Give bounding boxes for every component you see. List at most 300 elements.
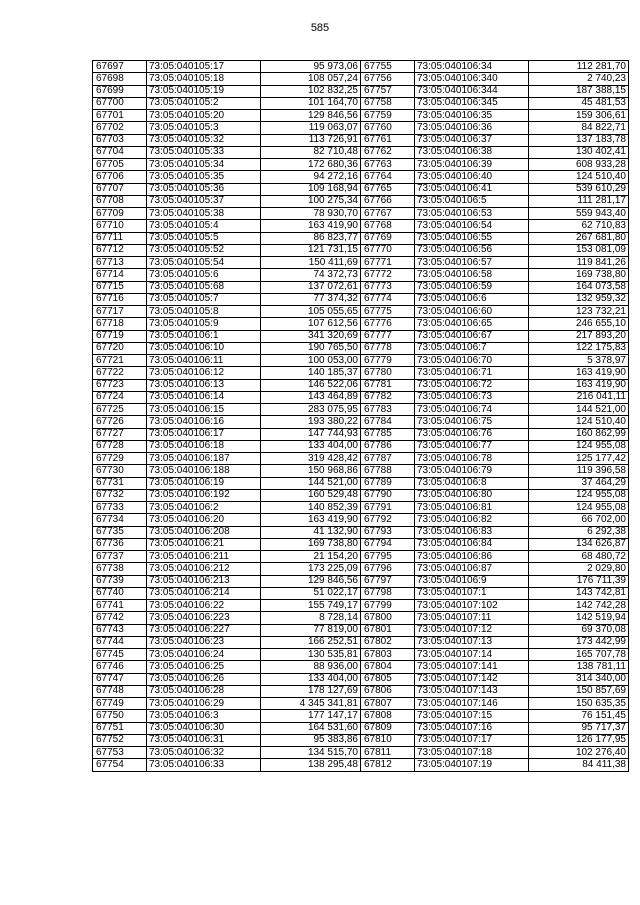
- table-row: [93, 208, 361, 220]
- cadastral-number: 73:05:040106:14: [147, 391, 261, 403]
- row-number: 67786: [361, 440, 415, 452]
- table-row: [93, 220, 361, 232]
- row-number: 67784: [361, 416, 415, 428]
- row-number: 67792: [361, 514, 415, 526]
- cadastral-value: 133 404,00: [261, 673, 361, 685]
- cadastral-number: 73:05:040107:13: [415, 636, 529, 648]
- cadastral-value: 134 626,87: [529, 538, 629, 550]
- cadastral-value: 150 968,86: [261, 465, 361, 477]
- table-row: [361, 367, 629, 379]
- cadastral-number: 73:05:040105:3: [147, 122, 261, 134]
- row-number: 67811: [361, 747, 415, 759]
- cadastral-number: 73:05:040105:36: [147, 183, 261, 195]
- cadastral-value: 95 717,37: [529, 722, 629, 734]
- row-number: 67729: [93, 453, 147, 465]
- row-number: 67770: [361, 244, 415, 256]
- table-row: [93, 477, 361, 489]
- cadastral-value: 86 823,77: [261, 232, 361, 244]
- table-row: [93, 244, 361, 256]
- cadastral-number: 73:05:040107:18: [415, 747, 529, 759]
- cadastral-number: 73:05:040106:211: [147, 551, 261, 563]
- cadastral-number: 73:05:040106:208: [147, 526, 261, 538]
- cadastral-value: 62 710,83: [529, 220, 629, 232]
- table-row: [361, 379, 629, 391]
- cadastral-number: 73:05:040106:5: [415, 195, 529, 207]
- cadastral-value: 164 531,60: [261, 722, 361, 734]
- cadastral-number: 73:05:040107:146: [415, 698, 529, 710]
- cadastral-value: 107 612,56: [261, 318, 361, 330]
- cadastral-value: 283 075,95: [261, 404, 361, 416]
- table-row: [93, 330, 361, 342]
- table-row: [93, 269, 361, 281]
- cadastral-number: 73:05:040106:340: [415, 73, 529, 85]
- row-number: 67782: [361, 391, 415, 403]
- row-number: 67763: [361, 159, 415, 171]
- cadastral-value: 111 281,17: [529, 195, 629, 207]
- cadastral-value: 140 185,37: [261, 367, 361, 379]
- cadastral-value: 144 521,00: [261, 477, 361, 489]
- registry-table-left: [92, 60, 361, 772]
- row-number: 67705: [93, 159, 147, 171]
- cadastral-value: 144 521,00: [529, 404, 629, 416]
- cadastral-number: 73:05:040105:19: [147, 85, 261, 97]
- cadastral-number: 73:05:040106:188: [147, 465, 261, 477]
- table-row: [361, 514, 629, 526]
- cadastral-value: 134 515,70: [261, 747, 361, 759]
- table-row: [361, 342, 629, 354]
- cadastral-number: 73:05:040106:86: [415, 551, 529, 563]
- cadastral-number: 73:05:040106:3: [147, 710, 261, 722]
- row-number: 67808: [361, 710, 415, 722]
- cadastral-value: 216 041,11: [529, 391, 629, 403]
- cadastral-value: 140 852,39: [261, 502, 361, 514]
- cadastral-value: 165 707,78: [529, 649, 629, 661]
- cadastral-value: 163 419,90: [529, 367, 629, 379]
- cadastral-value: 124 955,08: [529, 440, 629, 452]
- table-row: [93, 453, 361, 465]
- table-row: [93, 183, 361, 195]
- cadastral-number: 73:05:040107:19: [415, 759, 529, 771]
- cadastral-number: 73:05:040105:17: [147, 61, 261, 73]
- row-number: 67703: [93, 134, 147, 146]
- table-row: [361, 195, 629, 207]
- cadastral-number: 73:05:040106:17: [147, 428, 261, 440]
- table-row: [93, 73, 361, 85]
- cadastral-value: 105 055,65: [261, 306, 361, 318]
- cadastral-number: 73:05:040105:9: [147, 318, 261, 330]
- table-row: [93, 61, 361, 73]
- row-number: 67750: [93, 710, 147, 722]
- row-number: 67765: [361, 183, 415, 195]
- table-row: [361, 734, 629, 746]
- cadastral-number: 73:05:040107:141: [415, 661, 529, 673]
- table-row: [361, 220, 629, 232]
- cadastral-number: 73:05:040105:38: [147, 208, 261, 220]
- cadastral-number: 73:05:040106:57: [415, 257, 529, 269]
- cadastral-value: 125 177,42: [529, 453, 629, 465]
- table-row: [93, 759, 361, 771]
- cadastral-value: 2 029,80: [529, 563, 629, 575]
- cadastral-value: 129 846,56: [261, 110, 361, 122]
- cadastral-number: 73:05:040106:2: [147, 502, 261, 514]
- cadastral-value: 142 519,94: [529, 612, 629, 624]
- row-number: 67802: [361, 636, 415, 648]
- cadastral-value: 267 681,80: [529, 232, 629, 244]
- row-number: 67749: [93, 698, 147, 710]
- cadastral-number: 73:05:040106:76: [415, 428, 529, 440]
- cadastral-value: 142 742,28: [529, 600, 629, 612]
- table-row: [361, 538, 629, 550]
- cadastral-number: 73:05:040106:23: [147, 636, 261, 648]
- cadastral-number: 73:05:040106:30: [147, 722, 261, 734]
- cadastral-value: 37 464,29: [529, 477, 629, 489]
- row-number: 67742: [93, 612, 147, 624]
- table-row: [93, 587, 361, 599]
- cadastral-number: 73:05:040106:31: [147, 734, 261, 746]
- cadastral-number: 73:05:040106:213: [147, 575, 261, 587]
- table-row: [93, 293, 361, 305]
- cadastral-number: 73:05:040106:81: [415, 502, 529, 514]
- cadastral-value: 102 832,25: [261, 85, 361, 97]
- row-number: 67699: [93, 85, 147, 97]
- row-number: 67758: [361, 97, 415, 109]
- row-number: 67776: [361, 318, 415, 330]
- row-number: 67722: [93, 367, 147, 379]
- cadastral-number: 73:05:040105:18: [147, 73, 261, 85]
- cadastral-number: 73:05:040107:17: [415, 734, 529, 746]
- cadastral-value: 143 742,81: [529, 587, 629, 599]
- row-number: 67777: [361, 330, 415, 342]
- table-row: [361, 244, 629, 256]
- cadastral-number: 73:05:040106:72: [415, 379, 529, 391]
- cadastral-value: 150 857,69: [529, 685, 629, 697]
- cadastral-number: 73:05:040106:82: [415, 514, 529, 526]
- cadastral-value: 94 272,16: [261, 171, 361, 183]
- cadastral-number: 73:05:040106:77: [415, 440, 529, 452]
- table-row: [361, 563, 629, 575]
- row-number: 67766: [361, 195, 415, 207]
- table-row: [361, 134, 629, 146]
- table-row: [361, 97, 629, 109]
- row-number: 67712: [93, 244, 147, 256]
- cadastral-number: 73:05:040106:187: [147, 453, 261, 465]
- row-number: 67780: [361, 367, 415, 379]
- cadastral-value: 84 822,71: [529, 122, 629, 134]
- cadastral-value: 84 411,38: [529, 759, 629, 771]
- row-number: 67794: [361, 538, 415, 550]
- row-number: 67801: [361, 624, 415, 636]
- table-row: [93, 563, 361, 575]
- cadastral-value: 130 535,81: [261, 649, 361, 661]
- cadastral-value: 119 841,26: [529, 257, 629, 269]
- cadastral-value: 124 955,08: [529, 489, 629, 501]
- cadastral-value: 95 973,06: [261, 61, 361, 73]
- cadastral-value: 163 419,90: [261, 514, 361, 526]
- cadastral-number: 73:05:040106:25: [147, 661, 261, 673]
- cadastral-number: 73:05:040106:344: [415, 85, 529, 97]
- cadastral-number: 73:05:040107:15: [415, 710, 529, 722]
- cadastral-number: 73:05:040106:19: [147, 477, 261, 489]
- cadastral-value: 150 635,35: [529, 698, 629, 710]
- cadastral-number: 73:05:040106:70: [415, 355, 529, 367]
- table-row: [361, 453, 629, 465]
- cadastral-value: 138 781,11: [529, 661, 629, 673]
- row-number: 67778: [361, 342, 415, 354]
- cadastral-value: 130 402,41: [529, 146, 629, 158]
- table-row: [361, 636, 629, 648]
- cadastral-number: 73:05:040106:74: [415, 404, 529, 416]
- table-row: [93, 734, 361, 746]
- cadastral-value: 4 345 341,81: [261, 698, 361, 710]
- table-row: [361, 649, 629, 661]
- row-number: 67735: [93, 526, 147, 538]
- cadastral-value: 77 374,32: [261, 293, 361, 305]
- row-number: 67738: [93, 563, 147, 575]
- row-number: 67702: [93, 122, 147, 134]
- cadastral-value: 82 710,48: [261, 146, 361, 158]
- row-number: 67773: [361, 281, 415, 293]
- cadastral-number: 73:05:040106:80: [415, 489, 529, 501]
- row-number: 67790: [361, 489, 415, 501]
- cadastral-value: 95 383,86: [261, 734, 361, 746]
- cadastral-number: 73:05:040106:79: [415, 465, 529, 477]
- cadastral-number: 73:05:040106:53: [415, 208, 529, 220]
- row-number: 67730: [93, 465, 147, 477]
- table-row: [361, 428, 629, 440]
- cadastral-number: 73:05:040106:87: [415, 563, 529, 575]
- cadastral-number: 73:05:040106:227: [147, 624, 261, 636]
- cadastral-number: 73:05:040107:143: [415, 685, 529, 697]
- cadastral-value: 112 281,70: [529, 61, 629, 73]
- table-row: [93, 526, 361, 538]
- cadastral-number: 73:05:040105:2: [147, 97, 261, 109]
- cadastral-number: 73:05:040106:37: [415, 134, 529, 146]
- row-number: 67720: [93, 342, 147, 354]
- table-row: [93, 673, 361, 685]
- cadastral-value: 137 183,78: [529, 134, 629, 146]
- table-row: [93, 355, 361, 367]
- row-number: 67724: [93, 391, 147, 403]
- row-number: 67803: [361, 649, 415, 661]
- cadastral-value: 68 480,72: [529, 551, 629, 563]
- cadastral-value: 78 930,70: [261, 208, 361, 220]
- row-number: 67781: [361, 379, 415, 391]
- cadastral-value: 88 936,00: [261, 661, 361, 673]
- row-number: 67704: [93, 146, 147, 158]
- cadastral-number: 73:05:040105:7: [147, 293, 261, 305]
- cadastral-number: 73:05:040106:6: [415, 293, 529, 305]
- table-row: [93, 122, 361, 134]
- row-number: 67739: [93, 575, 147, 587]
- cadastral-number: 73:05:040107:12: [415, 624, 529, 636]
- table-row: [361, 502, 629, 514]
- row-number: 67756: [361, 73, 415, 85]
- table-row: [93, 146, 361, 158]
- cadastral-value: 147 744,93: [261, 428, 361, 440]
- table-row: [93, 306, 361, 318]
- row-number: 67719: [93, 330, 147, 342]
- table-row: [361, 85, 629, 97]
- table-row: [93, 538, 361, 550]
- row-number: 67771: [361, 257, 415, 269]
- table-row: [93, 281, 361, 293]
- cadastral-value: 539 610,29: [529, 183, 629, 195]
- table-row: [93, 416, 361, 428]
- cadastral-number: 73:05:040107:142: [415, 673, 529, 685]
- cadastral-number: 73:05:040106:33: [147, 759, 261, 771]
- cadastral-number: 73:05:040106:67: [415, 330, 529, 342]
- cadastral-value: 124 955,08: [529, 502, 629, 514]
- registry-table-right: [360, 60, 629, 772]
- row-number: 67723: [93, 379, 147, 391]
- cadastral-number: 73:05:040106:34: [415, 61, 529, 73]
- cadastral-value: 150 411,69: [261, 257, 361, 269]
- cadastral-value: 132 959,32: [529, 293, 629, 305]
- cadastral-value: 608 933,28: [529, 159, 629, 171]
- cadastral-number: 73:05:040106:75: [415, 416, 529, 428]
- cadastral-value: 173 225,09: [261, 563, 361, 575]
- row-number: 67783: [361, 404, 415, 416]
- cadastral-number: 73:05:040106:84: [415, 538, 529, 550]
- cadastral-number: 73:05:040106:20: [147, 514, 261, 526]
- cadastral-value: 163 419,90: [529, 379, 629, 391]
- row-number: 67772: [361, 269, 415, 281]
- table-row: [361, 575, 629, 587]
- cadastral-value: 217 893,20: [529, 330, 629, 342]
- cadastral-number: 73:05:040106:59: [415, 281, 529, 293]
- cadastral-number: 73:05:040105:52: [147, 244, 261, 256]
- row-number: 67762: [361, 146, 415, 158]
- row-number: 67732: [93, 489, 147, 501]
- table-row: [93, 428, 361, 440]
- cadastral-value: 6 292,38: [529, 526, 629, 538]
- table-row: [361, 281, 629, 293]
- row-number: 67714: [93, 269, 147, 281]
- cadastral-value: 169 738,80: [261, 538, 361, 550]
- row-number: 67797: [361, 575, 415, 587]
- row-number: 67716: [93, 293, 147, 305]
- table-row: [93, 404, 361, 416]
- cadastral-value: 122 175,83: [529, 342, 629, 354]
- cadastral-number: 73:05:040106:15: [147, 404, 261, 416]
- table-row: [361, 489, 629, 501]
- cadastral-value: 177 147,17: [261, 710, 361, 722]
- cadastral-number: 73:05:040106:32: [147, 747, 261, 759]
- cadastral-number: 73:05:040106:55: [415, 232, 529, 244]
- row-number: 67779: [361, 355, 415, 367]
- cadastral-number: 73:05:040106:214: [147, 587, 261, 599]
- cadastral-value: 187 388,15: [529, 85, 629, 97]
- row-number: 67697: [93, 61, 147, 73]
- row-number: 67743: [93, 624, 147, 636]
- cadastral-number: 73:05:040106:192: [147, 489, 261, 501]
- cadastral-number: 73:05:040106:223: [147, 612, 261, 624]
- row-number: 67721: [93, 355, 147, 367]
- cadastral-value: 100 053,00: [261, 355, 361, 367]
- row-number: 67761: [361, 134, 415, 146]
- cadastral-value: 169 738,80: [529, 269, 629, 281]
- row-number: 67798: [361, 587, 415, 599]
- table-row: [361, 110, 629, 122]
- cadastral-number: 73:05:040106:7: [415, 342, 529, 354]
- cadastral-value: 164 073,58: [529, 281, 629, 293]
- row-number: 67800: [361, 612, 415, 624]
- row-number: 67706: [93, 171, 147, 183]
- row-number: 67799: [361, 600, 415, 612]
- table-row: [93, 698, 361, 710]
- cadastral-value: 153 081,09: [529, 244, 629, 256]
- row-number: 67759: [361, 110, 415, 122]
- table-row: [93, 624, 361, 636]
- row-number: 67734: [93, 514, 147, 526]
- cadastral-value: 146 522,06: [261, 379, 361, 391]
- cadastral-number: 73:05:040106:13: [147, 379, 261, 391]
- cadastral-number: 73:05:040106:12: [147, 367, 261, 379]
- row-number: 67760: [361, 122, 415, 134]
- table-row: [93, 600, 361, 612]
- row-number: 67698: [93, 73, 147, 85]
- table-row: [361, 171, 629, 183]
- table-row: [93, 342, 361, 354]
- cadastral-value: 121 731,15: [261, 244, 361, 256]
- row-number: 67715: [93, 281, 147, 293]
- row-number: 67717: [93, 306, 147, 318]
- row-number: 67748: [93, 685, 147, 697]
- cadastral-value: 21 154,20: [261, 551, 361, 563]
- table-row: [93, 661, 361, 673]
- row-number: 67804: [361, 661, 415, 673]
- table-row: [93, 195, 361, 207]
- table-row: [93, 502, 361, 514]
- cadastral-number: 73:05:040107:14: [415, 649, 529, 661]
- row-number: 67711: [93, 232, 147, 244]
- cadastral-number: 73:05:040107:102: [415, 600, 529, 612]
- cadastral-value: 51 022,17: [261, 587, 361, 599]
- cadastral-value: 2 740,23: [529, 73, 629, 85]
- cadastral-value: 155 749,17: [261, 600, 361, 612]
- cadastral-value: 126 177,95: [529, 734, 629, 746]
- cadastral-value: 76 151,45: [529, 710, 629, 722]
- cadastral-value: 559 943,40: [529, 208, 629, 220]
- cadastral-value: 69 370,08: [529, 624, 629, 636]
- table-row: [361, 685, 629, 697]
- cadastral-number: 73:05:040106:28: [147, 685, 261, 697]
- cadastral-number: 73:05:040106:212: [147, 563, 261, 575]
- row-number: 67701: [93, 110, 147, 122]
- row-number: 67713: [93, 257, 147, 269]
- table-row: [361, 391, 629, 403]
- cadastral-value: 108 057,24: [261, 73, 361, 85]
- cadastral-value: 45 481,53: [529, 97, 629, 109]
- cadastral-value: 314 340,00: [529, 673, 629, 685]
- cadastral-number: 73:05:040107:1: [415, 587, 529, 599]
- cadastral-value: 173 442,99: [529, 636, 629, 648]
- cadastral-value: 102 276,40: [529, 747, 629, 759]
- cadastral-number: 73:05:040106:18: [147, 440, 261, 452]
- cadastral-number: 73:05:040107:16: [415, 722, 529, 734]
- row-number: 67757: [361, 85, 415, 97]
- cadastral-number: 73:05:040106:1: [147, 330, 261, 342]
- table-row: [361, 355, 629, 367]
- cadastral-number: 73:05:040106:60: [415, 306, 529, 318]
- table-row: [93, 489, 361, 501]
- table-row: [361, 306, 629, 318]
- row-number: 67745: [93, 649, 147, 661]
- row-number: 67736: [93, 538, 147, 550]
- table-row: [361, 673, 629, 685]
- table-row: [361, 183, 629, 195]
- cadastral-value: 246 655,10: [529, 318, 629, 330]
